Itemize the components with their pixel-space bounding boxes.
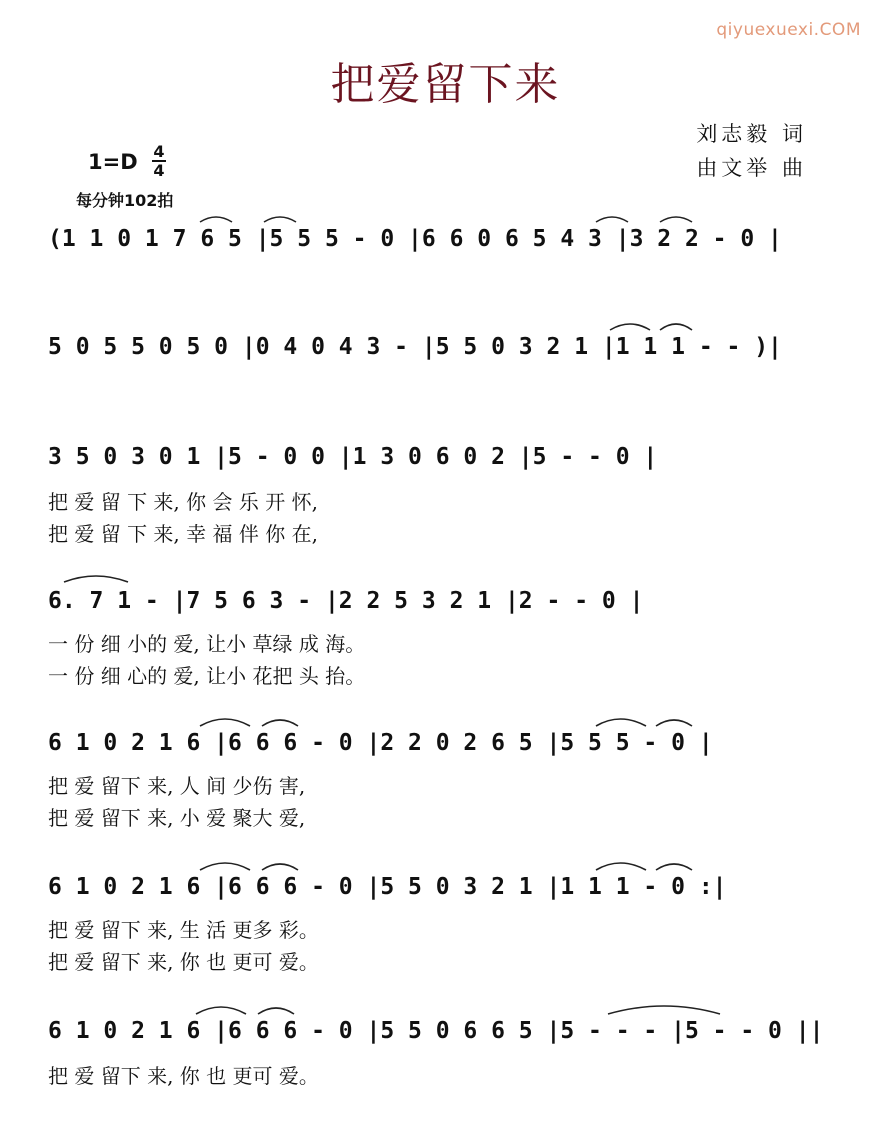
notes-line-2: 5 0 5 5 0 5 0 |0 4 0 4 3 - |5 5 0 3 2 1 |1 1 1 - - )| — [48, 334, 782, 360]
notes-line-3: 3 5 0 3 0 1 |5 - 0 0 |1 3 0 6 0 2 |5 - - 0 | — [48, 444, 658, 470]
lyrics-line-6-verse-2: 把 爱 留下 来, 你 也 更可 爱。 — [48, 950, 319, 974]
composer-credit: 由文举 曲 — [696, 156, 807, 180]
notes-line-5: 6 1 0 2 1 6 |6 6 6 - 0 |2 2 0 2 6 5 |5 5 5 - 0 | — [48, 730, 713, 756]
lyrics-line-4-verse-1: 一 份 细 小的 爱, 让小 草绿 成 海。 — [48, 632, 366, 656]
lyrics-line-5-verse-2: 把 爱 留下 来, 小 爱 聚大 爱, — [48, 806, 306, 830]
song-title: 把爱留下来 — [330, 59, 561, 110]
lyrics-line-7-verse-1: 把 爱 留下 来, 你 也 更可 爱。 — [48, 1064, 319, 1088]
tempo-marking: 每分钟102拍 — [76, 191, 174, 210]
lyricist-credit: 刘志毅 词 — [696, 122, 807, 146]
time-signature-top: 4 — [153, 142, 165, 161]
notes-line-4: 6. 7 1 - |7 5 6 3 - |2 2 5 3 2 1 |2 - - 0 | — [48, 588, 644, 614]
watermark: qiyuexuexi.COM — [716, 20, 861, 40]
lyrics-line-5-verse-1: 把 爱 留下 来, 人 间 少伤 害, — [48, 774, 306, 798]
lyrics-line-3-verse-2: 把 爱 留 下 来, 幸 福 伴 你 在, — [48, 522, 318, 546]
time-signature-bottom: 4 — [153, 161, 165, 180]
notes-line-6: 6 1 0 2 1 6 |6 6 6 - 0 |5 5 0 3 2 1 |1 1 1 - 0 :| — [48, 874, 727, 900]
lyrics-line-3-verse-1: 把 爱 留 下 来, 你 会 乐 开 怀, — [48, 490, 318, 514]
lyrics-line-6-verse-1: 把 爱 留下 来, 生 活 更多 彩。 — [48, 918, 319, 942]
key-signature: 1=D — [88, 150, 138, 174]
notes-line-7: 6 1 0 2 1 6 |6 6 6 - 0 |5 5 0 6 6 5 |5 - - - |5 - - 0 || — [48, 1018, 824, 1044]
lyrics-line-4-verse-2: 一 份 细 心的 爱, 让小 花把 头 抬。 — [48, 664, 366, 688]
notes-line-1: (1 1 0 1 7 6 5 |5 5 5 - 0 |6 6 0 6 5 4 3 |3 2 2 - 0 | — [48, 226, 782, 252]
